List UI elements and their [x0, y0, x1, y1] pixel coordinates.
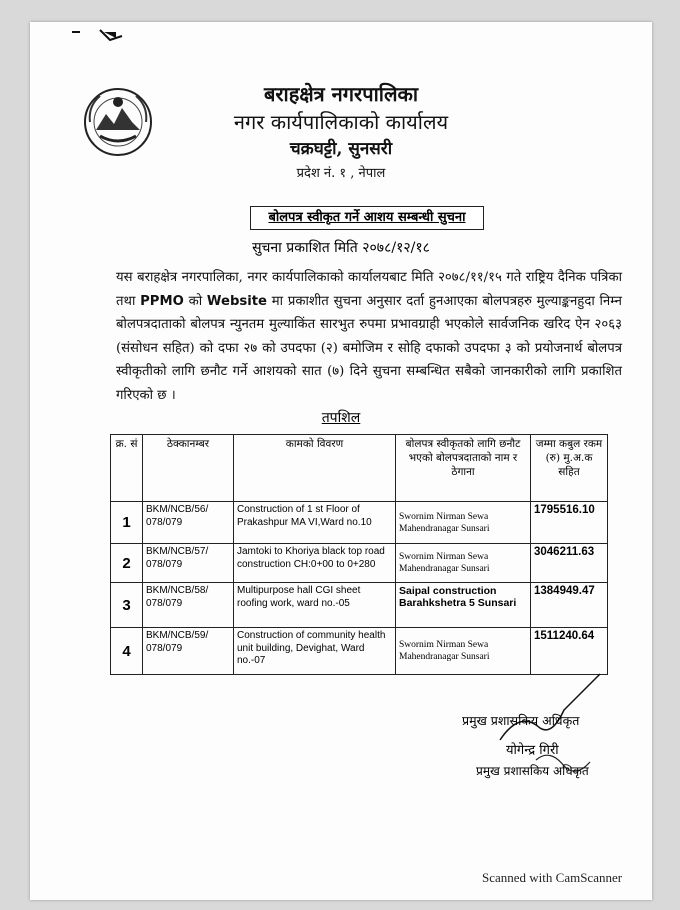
signatory-designation: प्रमुख प्रशासकिय अधिकृत: [462, 713, 580, 728]
table-title: तपशिल: [321, 410, 361, 426]
table-row: [111, 628, 608, 675]
row-amount: 1795516.10: [531, 502, 608, 544]
row-sn: 4: [111, 628, 143, 675]
header-tender: ठेक्कानम्बर: [143, 435, 234, 502]
row-sn: 2: [111, 544, 143, 583]
row-sn: 3: [111, 583, 143, 628]
table-header-row: [111, 435, 608, 502]
row-bidder: Swornim Nirman Sewa Mahendranagar Sunsari: [396, 628, 531, 675]
row-bidder: Swornim Nirman Sewa Mahendranagar Sunsari: [396, 502, 531, 544]
signatory-designation-repeat: प्रमुख प्रशासकिय अधिकृत: [476, 764, 589, 778]
scanner-watermark: Scanned with CamScanner: [482, 870, 623, 885]
notice-body: [116, 266, 622, 407]
municipality-name: बराहक्षेत्र नगरपालिका: [263, 82, 419, 106]
table-row: [111, 502, 608, 544]
corner-scribble-icon: [70, 26, 130, 56]
body-line3: मा प्रकाशीत सुचना अनुसार दर्ता हुनआएका बोलपत्रहरु मुल्याङ्कनहुदा निम्न बोलपत्रदाताको बोलपत्र न्युनतम मुल्याकिंत सारभुत रुपमा प्रभावग्राही भएकोले सार्वजनिक खरिद ऐन २०६३ (संसोधन सहित) को दफा २७ को उपदफा (२) बमोजिम र सोहि दफाको उपदफा ३ को प्रयोजनार्थ बोलपत्र स्वीकृतीको लागि छनौट गर्ने आशयको सात (७) दिने सुचना सम्बन्धित सबैको जानकारीको लागि प्रकाशित गरिएको छ ।: [116, 293, 622, 403]
row-tender: BKM/NCB/59/ 078/079: [143, 628, 234, 675]
body-line2: को: [188, 293, 203, 309]
bid-table: [110, 434, 608, 675]
ppmo-text: PPMO: [140, 293, 184, 309]
province-line: प्रदेश नं. १ , नेपाल: [296, 166, 386, 181]
table-row: [111, 544, 608, 583]
office-location: चक्रघट्टी, सुनसरी: [289, 139, 393, 159]
header-sn: क्र. सं: [111, 435, 143, 502]
row-work: Jamtoki to Khoriya black top road construction CH:0+00 to 0+280: [234, 544, 396, 583]
body-line1: यस बराहक्षेत्र नगरपालिका, नगर कार्यपालिकाको कार्यालयबाट मिति २०७८/११/१५ गते राष्ट्रिय दैनिक पत्रिका तथा: [116, 270, 622, 309]
signatory-name: योगेन्द्र गिरी: [506, 743, 559, 758]
row-sn: 1: [111, 502, 143, 544]
row-work: Construction of 1 st Floor of Prakashpur MA VI,Ward no.10: [234, 502, 396, 544]
row-tender: BKM/NCB/56/ 078/079: [143, 502, 234, 544]
header-amount: जम्मा कबुल रकम (रु) मु.अ.क सहित: [531, 435, 608, 502]
header-bidder: बोलपत्र स्वीकृतको लागि छनौट भएको बोलपत्रदाताको नाम र ठेगाना: [396, 435, 531, 502]
row-amount: 1511240.64: [531, 628, 608, 675]
row-amount: 3046211.63: [531, 544, 608, 583]
publication-date: सुचना प्रकाशित मिति २०७८/१२/१८: [252, 240, 430, 256]
row-bidder: Swornim Nirman Sewa Mahendranagar Sunsari: [396, 544, 531, 583]
row-tender: BKM/NCB/58/ 078/079: [143, 583, 234, 628]
row-amount: 1384949.47: [531, 583, 608, 628]
scanned-document-page: [30, 22, 652, 900]
row-tender: BKM/NCB/57/ 078/079: [143, 544, 234, 583]
website-text: Website: [206, 293, 267, 309]
row-work: Multipurpose hall CGI sheet roofing work, ward no.-05: [234, 583, 396, 628]
row-work: Construction of community health unit building, Devighat, Ward no.-07: [234, 628, 396, 675]
row-bidder: Saipal construction Barahkshetra 5 Sunsari: [396, 583, 531, 628]
table-row: [111, 583, 608, 628]
header-work: कामको विवरण: [234, 435, 396, 502]
notice-title: बोलपत्र स्वीकृत गर्ने आशय सम्बन्धी सुचना: [250, 206, 484, 230]
office-name: नगर कार्यपालिकाको कार्यालय: [233, 110, 449, 134]
